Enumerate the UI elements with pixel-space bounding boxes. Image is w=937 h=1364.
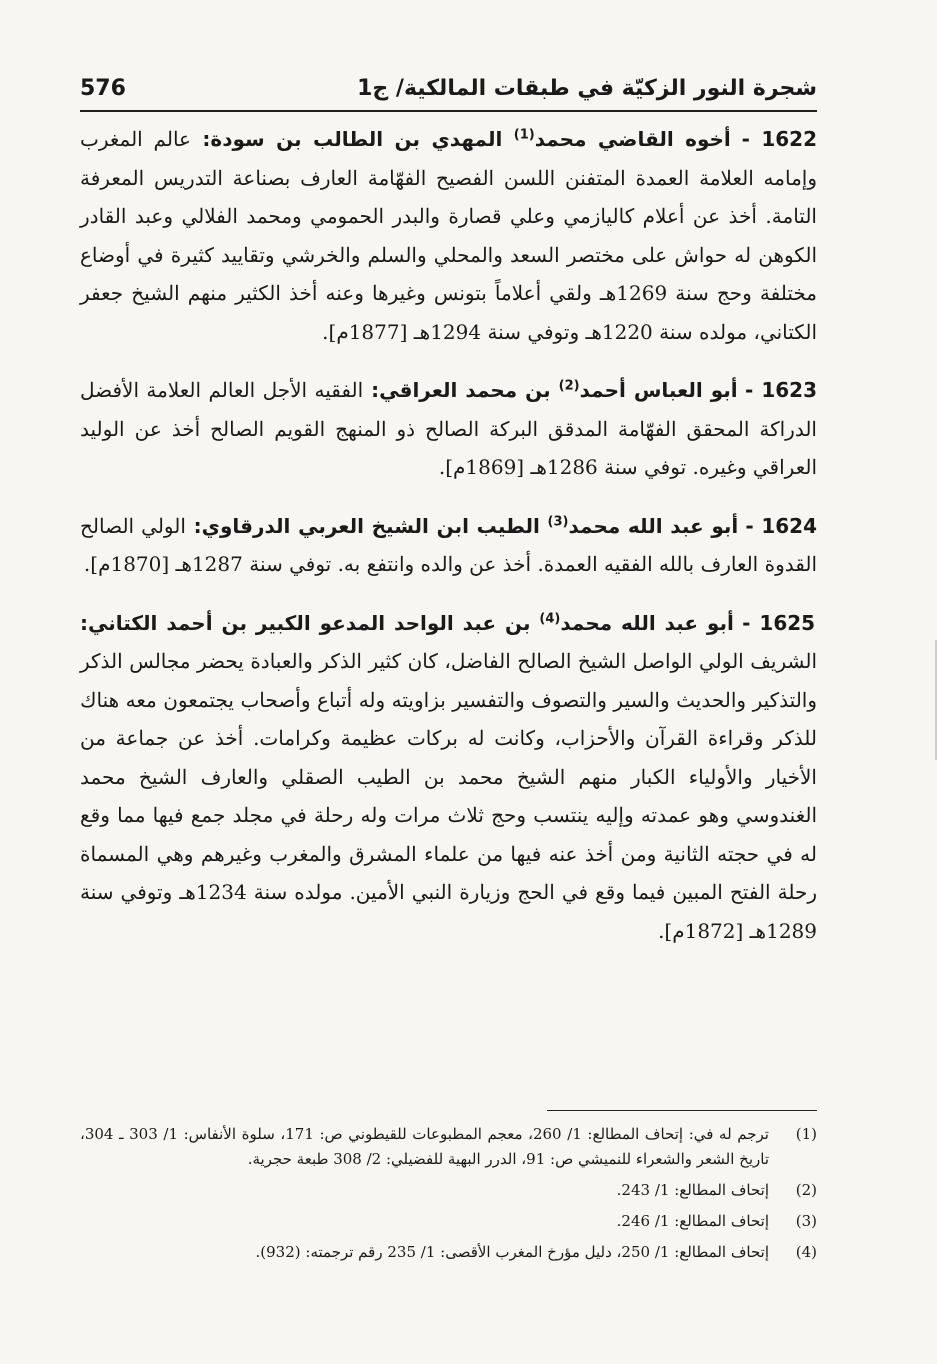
entry-text: الشريف الولي الواصل الشيخ الصالح الفاضل، كان كثير الذكر والعبادة يحضر مجالس الذكر والتذكير والحديث والسير والتصوف والتفسير بزاويته وله أتباع وأصحاب يجتمعون معه هناك للذكر وقراءة القرآن والأحزاب، وكانت له بركات عظيمة وكرامات. أخذ عن جماعة من الأخيار والأولياء الكبار منهم الشيخ محمد بن الطيب الصقلي والعارف الشيخ محمد الغندوسي وهو عمدته وإليه ينتسب وحج ثلاث مرات وله رحلة في مجلد جمع فيها مما وقع له في حجته الثانية ومن أخذ عنه فيها من علماء المشرق والمغرب وغيرهم وهي المسماة رحلة الفتح المبين فيما وقع في الحج وزيارة النبي الأمين. مولده سنة 1234هـ وتوفي سنة 1289هـ [1872م]. [80,649,817,943]
footnote-text: إتحاف المطالع: 1/ 250، دليل مؤرخ المغرب الأقصى: 1/ 235 رقم ترجمته: (932). [255,1243,769,1261]
footnote [80,1178,817,1203]
running-header [80,76,817,112]
entry-name-part: بن محمد العراقي: [371,378,551,402]
footnote [80,1122,817,1172]
entry-number: 1622 - [741,127,818,151]
biography-entry [80,120,817,351]
footnote-separator [547,1110,817,1111]
footnote-number: (3) [795,1212,817,1230]
biography-entry [80,371,817,487]
entry-name-part: الطيب ابن الشيخ العربي الدرقاوي: [193,513,540,538]
entry-name [191,127,731,151]
main-text [80,120,817,970]
entry-name [80,611,734,635]
biography-entry [80,507,817,584]
entry-name [363,378,738,402]
entry-text: الولي الصالح القدوة العارف بالله الفقيه العمدة. أخذ عن والده وانتفع به. توفي سنة 1287هـ [1870م]. [80,513,817,576]
footnote-number: (4) [795,1243,817,1261]
footnote-number: (2) [795,1181,817,1199]
entry-name-part: المهدي بن الطالب بن سودة: [202,127,503,151]
footnotes [80,1122,817,1271]
page-number: 576 [80,76,126,101]
footnote-text: إتحاف المطالع: 1/ 243. [616,1181,769,1199]
footnote-ref[interactable]: (2) [558,378,580,394]
footnote-text: إتحاف المطالع: 1/ 246. [616,1212,769,1230]
entry-name-part: أبو عبد الله محمد [568,513,739,538]
running-title: شجرة النور الزكيّة في طبقات المالكية/ ج1 [357,76,817,101]
entry-number: 1624 - [745,513,818,538]
entry-text: عالم المغرب وإمامه العلامة العمدة المتفنن اللسن الفصيح الفهّامة العارف بصناعة التدريس المعرفة التامة. أخذ عن أعلام كاليازمي وعلي قصارة والبدر الحمومي ومحمد الفلالي وعبد القادر الكوهن له حواش على مختصر السعد والمحلي والسلم والخرشي وتقاييد كثيرة في أوضاع مختلفة وحج سنة 1269هـ ولقي أعلاماً بتونس وغيرها وعنه أخذ الكثير منهم الشيخ جعفر الكتاني، مولده سنة 1220هـ وتوفي سنة 1294هـ [1877م]. [80,127,818,344]
footnote-ref[interactable]: (4) [539,610,561,626]
biography-entry [80,604,817,951]
footnote-text: ترجم له في: إتحاف المطالع: 1/ 260، معجم المطبوعات للقيطوني ص: 171، سلوة الأنفاس: 1/ 303 ـ 304، تاريخ الشعر والشعراء للنميشي ص: 91، الدرر البهية للفضيلي: 2/ 308 طبعة حجرية. [80,1125,769,1168]
entry-number: 1625 - [742,610,816,635]
entry-name-part: أبو العباس أحمد [579,378,738,402]
entry-name-part: أبو عبد الله محمد [560,610,734,635]
entry-name-part: بن عبد الواحد المدعو الكبير بن أحمد الكتاني: [80,610,531,635]
footnote [80,1209,817,1234]
footnote-ref[interactable]: (1) [513,127,535,143]
entry-name-part: أخوه القاضي محمد [534,127,731,151]
footnote-ref[interactable]: (3) [547,513,569,529]
entry-text: الفقيه الأجل العالم العلامة الأفضل الدراكة المحقق الفهّامة المدقق البركة الصالح ذو المنهج القويم الصالح أخذ عن الوليد العراقي وغيره. توفي سنة 1286هـ [1869م]. [80,378,817,479]
entry-name [186,514,738,538]
footnote-number: (1) [795,1125,817,1143]
footnote [80,1240,817,1265]
entry-number: 1623 - [745,378,818,402]
